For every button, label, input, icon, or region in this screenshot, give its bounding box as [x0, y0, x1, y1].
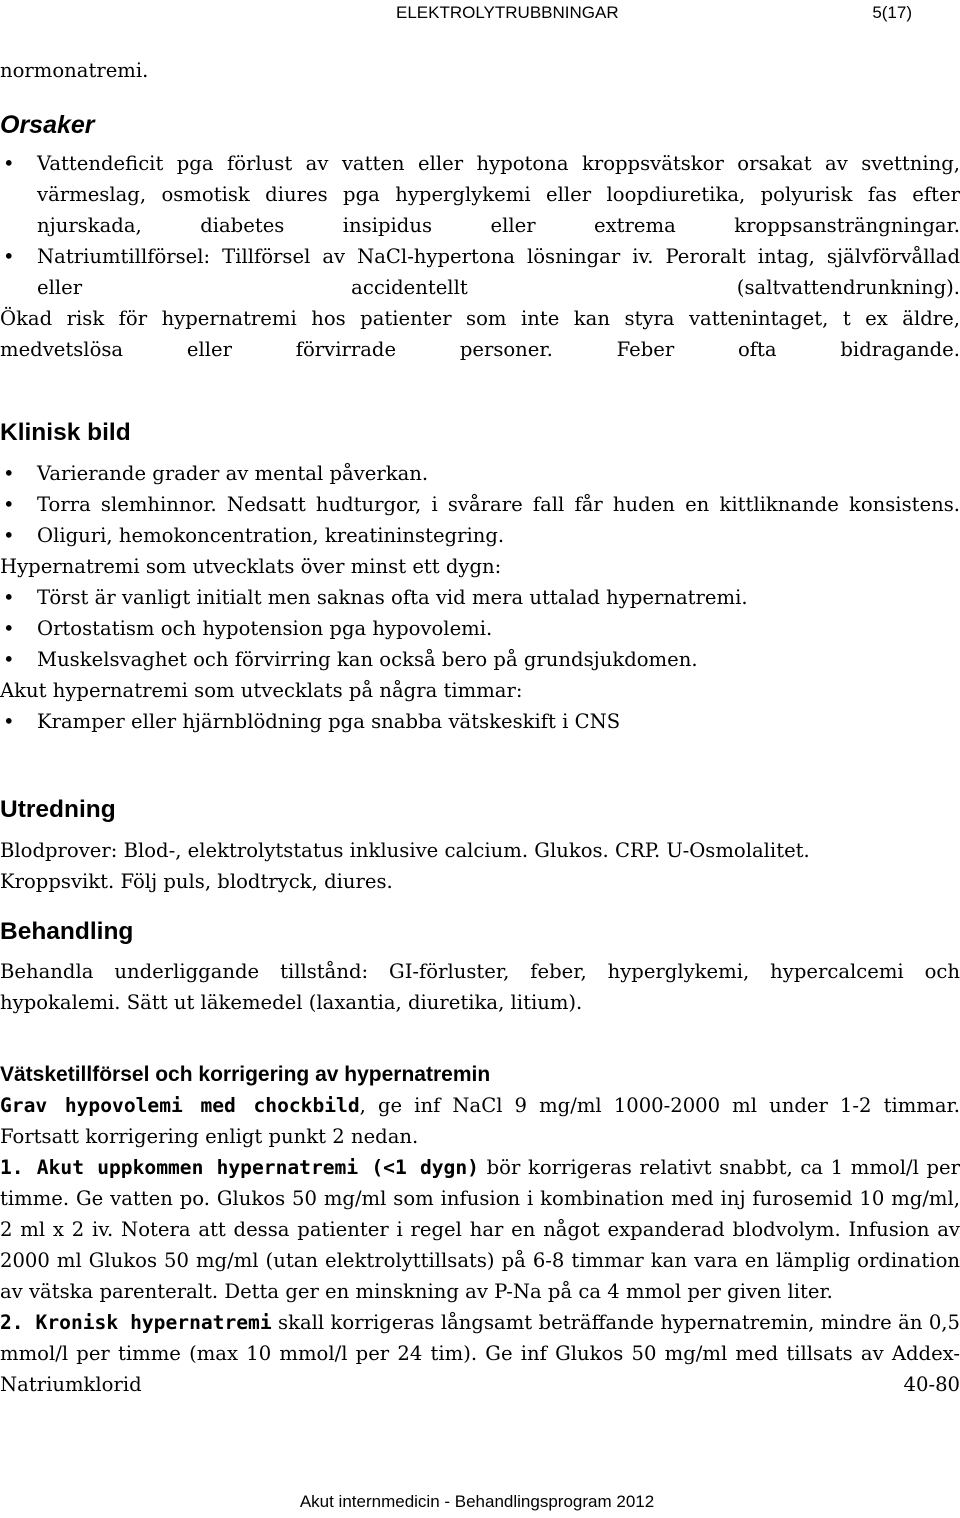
list-item: • Vattendeficit pga förlust av vatten eller hypotona kroppsvätskor orsakat av svettning, värmeslag, osmotisk diures pga hyperglykemi eller loopdiuretika, polyurisk fas efter njurskada, diabetes insipidus eller extrema kroppsansträngningar. [0, 148, 960, 241]
intro-fragment: normonatremi. [0, 59, 149, 82]
utredning-text: Blodprover: Blod-, elektrolytstatus inklusive calcium. Glukos. CRP. U-Osmolalitet. Kroppsvikt. Följ puls, blodtryck, diures. [0, 839, 810, 893]
risk-note: Ökad risk för hypernatremi hos patienter som inte kan styra vattenintaget, t ex äldre, medvetslösa eller förvirrade personer. Feber ofta bidragande. [0, 307, 960, 361]
running-header [0, 1, 960, 25]
hours-list [0, 706, 960, 737]
list-item: • Varierande grader av mental påverkan. [0, 458, 960, 489]
section-heading-utredning: Utredning [0, 796, 116, 823]
akut-label: 1. Akut uppkommen hypernatremi (<1 dygn) [0, 1156, 479, 1179]
akut-text: bör korrigeras relativt snabbt, ca 1 mmol/l per timme. Ge vatten po. Glukos 50 mg/ml som infusion i kombination med inj furosemid 10 mg/ml, 2 ml x 2 iv. Notera att dessa patienter i regel har en något expanderad blodvolym. Infusion av 2000 ml Glukos 50 mg/ml (utan elektrolyttillsats) på 6-8 timmar kan vara en lämplig ordination av vätska parenteralt. Detta ger en minskning av P-Na på ca 4 mmol per given liter. [0, 1156, 960, 1303]
vatsketillforsel-content [0, 1090, 960, 1400]
list-item: • Muskelsvaghet och förvirring kan också bero på grundsjukdomen. [0, 644, 960, 675]
orsaker-content [0, 148, 960, 365]
kronisk-label: 2. Kronisk hypernatremi [0, 1311, 272, 1334]
kronisk-text: skall korrigeras långsamt beträffande hypernatremin, mindre än 0,5 mmol/l per timme (max 10 mmol/l per 24 tim). Ge inf Glukos 50 mg/ml med tillsats av Addex-Natriumklorid 40-80 [0, 1311, 960, 1396]
grav-hypovolemi-text: , ge inf NaCl 9 mg/ml 1000-2000 ml under 1-2 timmar. Fortsatt korrigering enligt punkt 2 nedan. [0, 1094, 960, 1148]
footer-text: Akut internmedicin - Behandlingsprogram 2012 [299, 1492, 655, 1511]
one-day-list [0, 582, 960, 675]
section-heading-behandling: Behandling [0, 918, 134, 945]
header-title: ELEKTROLYTRUBBNINGAR [396, 3, 619, 22]
orsaker-list [0, 148, 960, 303]
akut-paragraph [0, 1152, 960, 1307]
intro-hours: Akut hypernatremi som utvecklats på några timmar: [0, 679, 523, 702]
list-item: • Kramper eller hjärnblödning pga snabba vätskeskift i CNS [0, 706, 960, 737]
grav-hypovolemi-label: Grav hypovolemi med chockbild [0, 1094, 360, 1117]
behandling-text: Behandla underliggande tillstånd: GI-förluster, feber, hyperglykemi, hypercalcemi och hypokalemi. Sätt ut läkemedel (laxantia, diuretika, litium). [0, 960, 960, 1014]
section-orsaker [0, 110, 960, 140]
klinisk-bild-list [0, 458, 960, 551]
kronisk-paragraph [0, 1307, 960, 1400]
page-number: 5(17) [872, 3, 912, 22]
section-heading-orsaker: Orsaker [0, 111, 95, 139]
running-footer [0, 1490, 960, 1514]
list-item: • Oliguri, hemokoncentration, kreatininstegring. [0, 520, 960, 551]
section-heading-klinisk-bild: Klinisk bild [0, 419, 131, 446]
list-item: • Ortostatism och hypotension pga hypovolemi. [0, 613, 960, 644]
section-heading-vatsketillforsel: Vätsketillförsel och korrigering av hypernatremin [0, 1063, 491, 1086]
klinisk-bild-content [0, 458, 960, 737]
list-item: • Natriumtillförsel: Tillförsel av NaCl-hypertona lösningar iv. Peroralt intag, självförvållad eller accidentellt (saltvattendrunkning). [0, 241, 960, 303]
list-item: • Törst är vanligt initialt men saknas ofta vid mera uttalad hypernatremi. [0, 582, 960, 613]
list-item: • Torra slemhinnor. Nedsatt hudturgor, i svårare fall får huden en kittliknande konsistens. [0, 489, 960, 520]
grav-hypovolemi-paragraph [0, 1090, 960, 1152]
intro-one-day: Hypernatremi som utvecklats över minst ett dygn: [0, 555, 502, 578]
